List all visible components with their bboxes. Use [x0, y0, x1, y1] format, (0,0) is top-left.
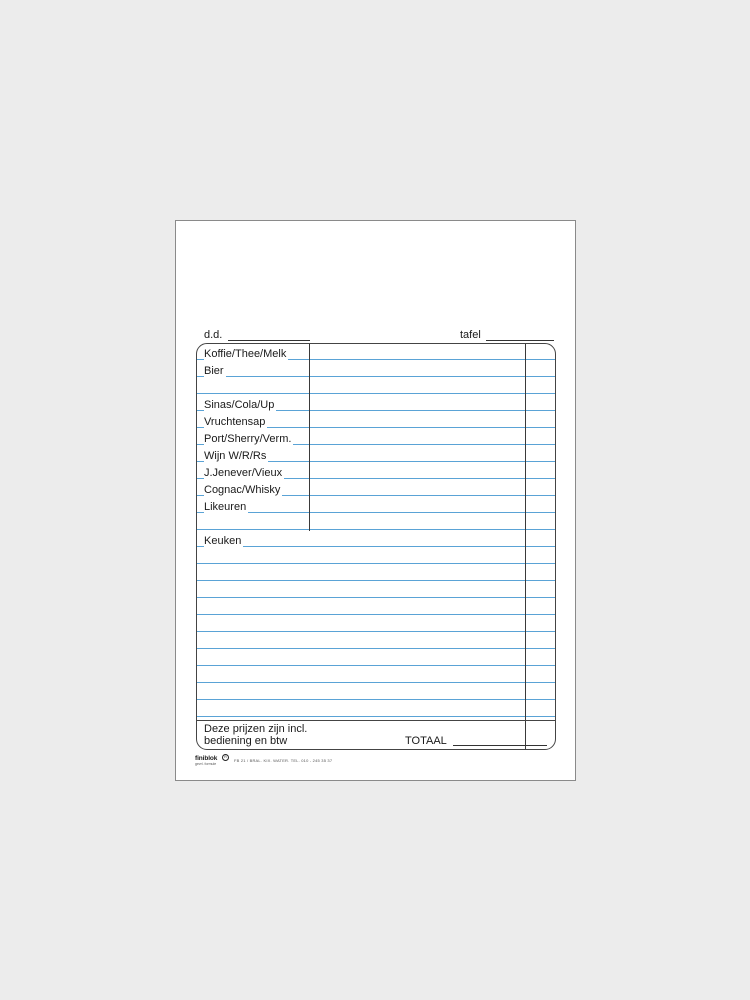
ruled-line [197, 376, 555, 377]
ruled-line [197, 580, 555, 581]
price-note-line1: Deze prijzen zijn incl. [204, 723, 308, 735]
ruled-line [197, 529, 555, 530]
item-label: Cognac/Whisky [204, 484, 281, 496]
item-column-divider [309, 344, 310, 531]
item-label: Sinas/Cola/Up [204, 399, 275, 411]
date-label: d.d. [204, 329, 223, 341]
ruled-line [197, 614, 555, 615]
registered-icon: R [222, 754, 229, 761]
ruled-line [197, 631, 555, 632]
item-label: Bier [204, 365, 224, 377]
ruled-line [197, 597, 555, 598]
ruled-line [197, 563, 555, 564]
total-label: TOTAAL [405, 735, 447, 747]
ruled-line [197, 648, 555, 649]
footer-divider [197, 720, 555, 721]
item-label: Wijn W/R/Rs [204, 450, 267, 462]
table-label: tafel [460, 329, 481, 341]
brand-subtitle: gevrl. formule [195, 762, 217, 766]
item-label: Keuken [204, 535, 242, 547]
printer-info: FB 21 / BRAL. KIX. WATER. TEL. 010 - 245 35 37 [234, 758, 333, 763]
order-form-sheet [175, 220, 576, 781]
ruled-line [197, 699, 555, 700]
ruled-line [197, 682, 555, 683]
item-label: Port/Sherry/Verm. [204, 433, 292, 445]
order-form-box [196, 343, 556, 750]
ruled-line [197, 512, 555, 513]
price-note-line2: bediening en btw [204, 735, 288, 747]
date-field[interactable] [228, 340, 310, 341]
brand-logo: finiblok [195, 755, 218, 762]
item-label: J.Jenever/Vieux [204, 467, 283, 479]
price-column-divider [525, 344, 526, 749]
ruled-line [197, 665, 555, 666]
total-field[interactable] [453, 745, 547, 746]
ruled-line [197, 716, 555, 717]
item-label: Vruchtensap [204, 416, 266, 428]
item-label: Koffie/Thee/Melk [204, 348, 287, 360]
ruled-line [197, 546, 555, 547]
item-label: Likeuren [204, 501, 247, 513]
table-field[interactable] [486, 340, 554, 341]
ruled-line [197, 393, 555, 394]
